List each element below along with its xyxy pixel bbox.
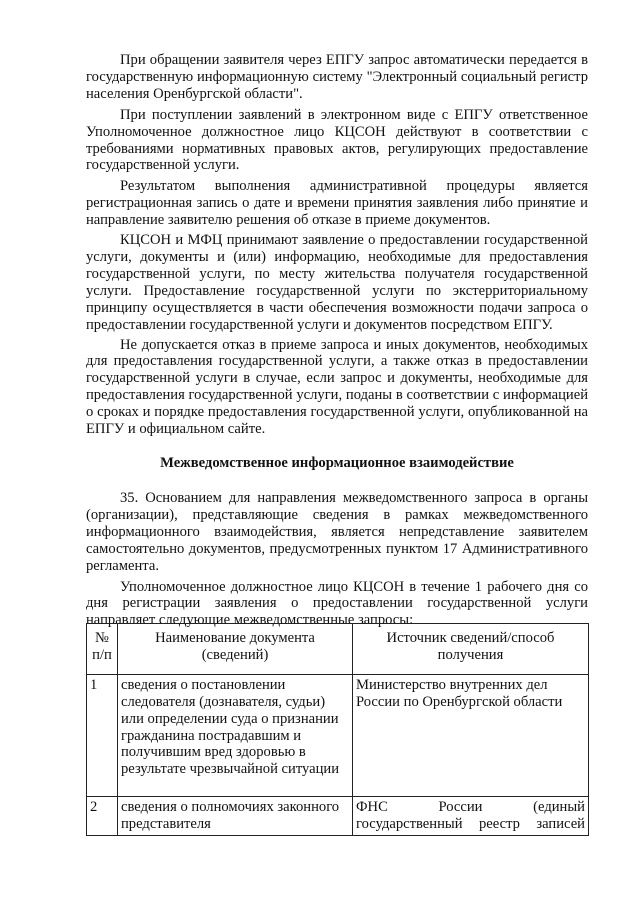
paragraph: Не допускается отказ в приеме запроса и иных документов, необходимых для предоставления государственной услуги, а также отказ в предоставлении государственной услуги в случае, если запрос и документы, необходимые для предоставления государственной услуги, поданы в соответствии с информацией о сроках и порядке предоставления государственной услуги, опубликованной на ЕПГУ и официальном сайте. xyxy=(86,336,588,438)
interagency-requests-table xyxy=(86,623,589,836)
paragraph: При обращении заявителя через ЕПГУ запрос автоматически передается в государственную информационную систему "Электронный социальный регистр населения Оренбургской области". xyxy=(86,52,588,102)
table-header-row xyxy=(87,624,589,675)
column-header-source: Источник сведений/способ получения xyxy=(353,624,589,675)
table-row xyxy=(87,797,589,836)
paragraph: 35. Основанием для направления межведомственного запроса в органы (организации), представляющие сведения в рамках межведомственного информационного взаимодействия, является непредставление заявителем самостоятельно документов, предусмотренных пунктом 17 Административного регламента. xyxy=(86,490,588,574)
row-document-name: сведения о полномочиях законного представителя xyxy=(118,797,353,836)
paragraph: Результатом выполнения административной процедуры является регистрационная запись о дате и времени принятия заявления либо принятие и направление заявителю решения об отказе в приеме документов. xyxy=(86,178,588,229)
paragraph: Уполномоченное должностное лицо КЦСОН в течение 1 рабочего дня со дня регистрации заявления о предоставлении государственной услуги направляет следующие межведомственные запросы: xyxy=(86,578,588,629)
section-heading-block xyxy=(86,455,588,472)
column-header-number: № п/п xyxy=(87,624,118,675)
paragraph: КЦСОН и МФЦ принимают заявление о предоставлении государственной услуги, документы и (или) информацию, необходимые для предоставления государственной услуги, по месту жительства получателя государственной услуги. Предоставление государственной услуги по экстерриториальному принципу осуществляется в части обеспечения возможности подачи запроса о предоставлении государственной услуги и документов посредством ЕПГУ. xyxy=(86,232,588,333)
row-source: Министерство внутренних дел России по Оренбургской области xyxy=(353,674,589,796)
body-text-bottom xyxy=(86,490,588,629)
section-heading: Межведомственное информационное взаимодействие xyxy=(160,455,514,471)
row-number: 2 xyxy=(87,797,118,836)
column-header-document: Наименование документа (сведений) xyxy=(118,624,353,675)
table-row xyxy=(87,674,589,796)
row-source: ФНС России (единый государственный реестр записей xyxy=(353,797,589,836)
row-document-name: сведения о постановлении следователя (дознавателя, судьи) или определении суда о признании гражданина пострадавшим и получившим вред здоровью в результате чрезвычайной ситуации xyxy=(118,674,353,796)
paragraph: При поступлении заявлений в электронном виде с ЕПГУ ответственное Уполномоченное должностное лицо КЦСОН действуют в соответствии с требованиями нормативных правовых актов, регулирующих предоставление государственной услуги. xyxy=(86,106,588,174)
row-number: 1 xyxy=(87,674,118,796)
body-text-top xyxy=(86,52,588,438)
